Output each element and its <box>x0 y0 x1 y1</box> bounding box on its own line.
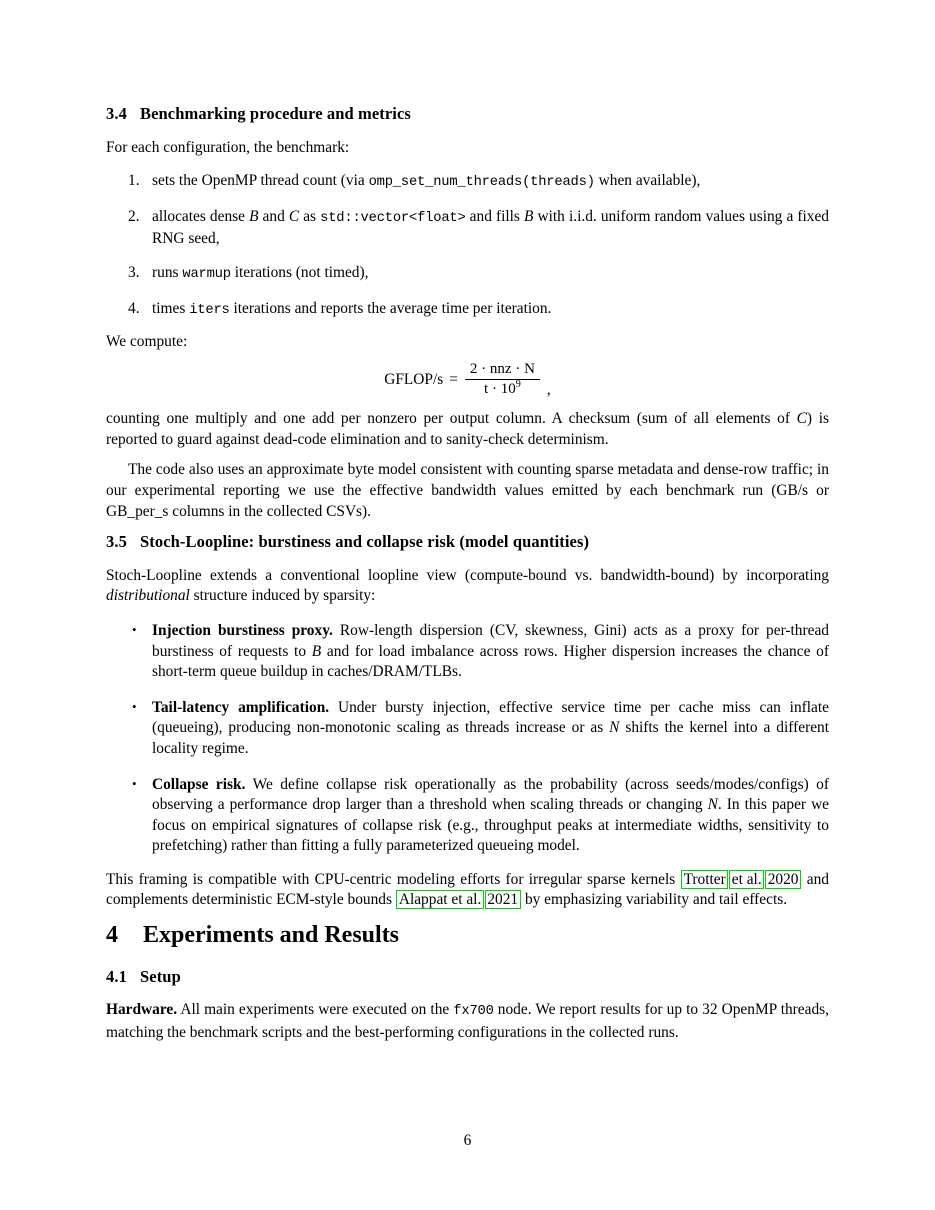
equation-trailing-comma: , <box>546 380 551 398</box>
bullet-title: Tail-latency amplification. <box>152 698 330 716</box>
bullet-body-1: Under bursty injection, effective service time per cache miss can inflate (queueing), producing non-monotonic scaling as threads increase or as <box>152 698 829 737</box>
step-text-post: when available), <box>594 172 701 190</box>
section-number: 3.5 <box>106 532 127 552</box>
math-symbol: C <box>796 410 807 428</box>
citation-link-trotter-author[interactable]: Trotter <box>681 870 728 889</box>
emphasis-distributional: distributional <box>106 587 190 605</box>
bullet-body-1: We define collapse risk operationally as the probability (across seeds/modes/configs) of observing a performance drop larger than a threshold when scaling threads or changing <box>152 775 830 814</box>
section-number: 4 <box>106 922 118 949</box>
step-text-mid: and <box>258 207 289 225</box>
code-span: warmup <box>182 267 231 282</box>
step-text-post: with i.i.d. uniform random values using a fixed RNG seed, <box>152 207 829 248</box>
step-text-mid: as <box>299 207 321 225</box>
paragraph-we-compute: We compute: <box>106 333 188 351</box>
denominator-exponent: 9 <box>515 379 521 391</box>
display-equation-gflops <box>106 361 829 399</box>
bullet-body-2: . In this paper we focus on empirical signatures of collapse risk (e.g., throughput peaks at intermediate widths, sensitivity to prefetching) rather than fitting a fully parameterized queueing model. <box>152 796 830 855</box>
closing-text-1: This framing is compatible with CPU-centric modeling efforts for irregular sparse kernels <box>106 870 681 888</box>
bullet-body-2: shifts the kernel into a different locality regime. <box>152 719 830 757</box>
code-span: iters <box>189 302 230 318</box>
fraction-numerator: 2 · nnz · N <box>469 360 535 377</box>
intro-text-1: Stoch-Loopline extends a conventional loopline view (compute-bound vs. bandwidth-bound) by incorporating <box>106 566 829 584</box>
step-text-mid: and fills <box>465 207 525 225</box>
equation-lhs: GFLOP/s <box>384 371 444 389</box>
section-title: Benchmarking procedure and metrics <box>140 104 411 123</box>
closing-text-2: by emphasizing variability and tail effects. <box>521 891 788 909</box>
citation-link-trotter-year[interactable]: 2020 <box>765 870 801 889</box>
step-text-post: iterations and reports the average time per iteration. <box>229 299 552 317</box>
code-span: std::vector<float> <box>320 210 466 226</box>
paragraph-after-equation <box>106 409 829 450</box>
section-title: Setup <box>140 966 181 986</box>
section-heading-3-4 <box>106 104 829 125</box>
citation-link-alappat-author[interactable]: Alappat et al. <box>396 890 483 909</box>
paragraph-framing-citations <box>106 870 829 911</box>
list-item <box>106 775 829 857</box>
citation-link-trotter-author-cont[interactable]: et al. <box>729 870 764 889</box>
after-eq-text-2: ) is reported to guard against dead-code elimination and to sanity-check determinism. <box>106 410 829 448</box>
code-span: omp_set_num_threads(threads) <box>368 175 595 191</box>
bullet-title: Injection burstiness proxy. <box>152 621 333 639</box>
section-title: Experiments and Results <box>143 922 400 949</box>
math-symbol: C <box>288 207 300 225</box>
page-number: 6 <box>463 1132 472 1149</box>
bullet-body-2: and for load imbalance across rows. Higher dispersion increases the chance of short-term queue buildup in caches/DRAM/TLBs. <box>152 642 829 681</box>
list-item <box>106 299 829 322</box>
equation-fraction <box>465 361 540 399</box>
math-symbol: B <box>311 642 322 660</box>
step-text-pre: runs <box>152 264 183 281</box>
section-heading-4 <box>106 921 829 950</box>
denominator-base: t · 10 <box>484 381 516 398</box>
list-item <box>106 621 829 683</box>
hardware-label: Hardware. <box>106 1001 178 1019</box>
list-item <box>106 207 829 250</box>
hardware-text-1: All main experiments were executed on the <box>177 1001 454 1019</box>
fraction-denominator <box>479 380 526 399</box>
step-text-pre: times <box>152 299 190 317</box>
after-eq-text-1: counting one multiply and one add per nonzero per output column. A checksum (sum of all elements of <box>106 410 797 428</box>
step-text-post: iterations (not timed), <box>230 264 369 281</box>
bullet-title: Collapse risk. <box>152 775 246 793</box>
hardware-text-2: node. We report results for up to 32 OpenMP threads, matching the benchmark scripts and the best-performing configurations in the collected runs. <box>106 1001 829 1042</box>
paragraph-stoch-loopline-intro <box>106 566 829 607</box>
section-heading-4-1 <box>106 967 829 988</box>
paragraph-benchmark-intro: For each configuration, the benchmark: <box>106 138 350 156</box>
list-item <box>106 263 829 286</box>
step-text-pre: allocates dense <box>152 207 250 225</box>
list-item <box>106 171 829 194</box>
intro-text-2: structure induced by sparsity: <box>189 587 376 605</box>
list-item <box>106 698 829 760</box>
step-text-pre: sets the OpenMP thread count (via <box>152 172 369 190</box>
math-symbol: B <box>524 207 534 225</box>
equation-equals: = <box>449 371 458 389</box>
math-symbol: N <box>707 796 718 814</box>
model-quantities-list <box>106 621 829 857</box>
citation-link-alappat-year[interactable]: 2021 <box>485 890 521 909</box>
paragraph-byte-model: The code also uses an approximate byte model consistent with counting sparse metadata and dense-row traffic; in our experimental reporting we use the effective bandwidth values emitted by each benchmark run (GB/s or GB_per_s columns in the collected CSVs). <box>106 461 829 520</box>
math-symbol: B <box>249 207 259 225</box>
closing-text-mid: and complements deterministic ECM-style bounds <box>106 870 829 909</box>
math-symbol: N <box>609 719 620 737</box>
paragraph-hardware <box>106 1000 829 1043</box>
section-heading-3-5 <box>106 532 829 553</box>
bullet-body-1: Row-length dispersion (CV, skewness, Gini) acts as a proxy for per-thread burstiness of requests to <box>152 621 829 660</box>
page-content <box>106 104 829 1054</box>
benchmark-steps-list <box>106 171 829 321</box>
section-number: 3.4 <box>106 104 127 123</box>
code-span: fx700 <box>453 1004 494 1020</box>
section-number: 4.1 <box>106 966 127 986</box>
section-title: Stoch-Loopline: burstiness and collapse risk (model quantities) <box>140 532 590 552</box>
